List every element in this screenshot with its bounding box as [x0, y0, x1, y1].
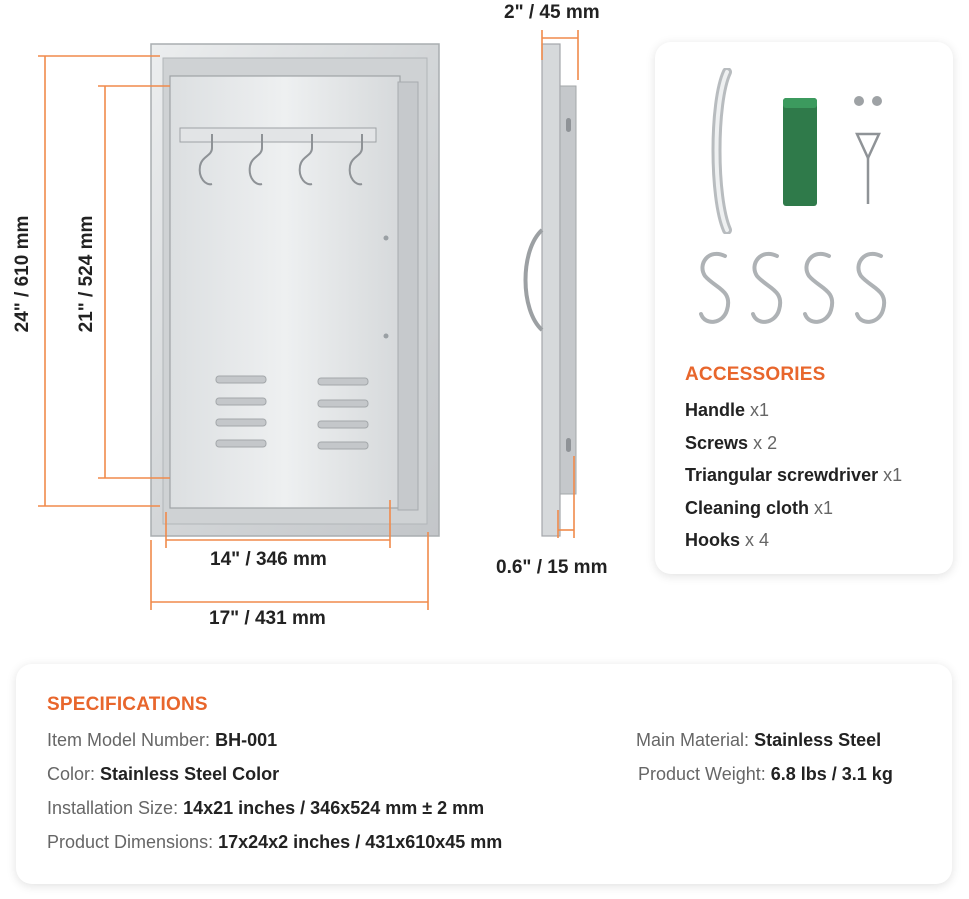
accessories-card — [655, 42, 953, 574]
spec-color: Color: Stainless Steel Color — [47, 764, 280, 784]
screwdriver-icon — [853, 130, 883, 206]
list-item: Handle x1 — [685, 400, 770, 420]
spec-model: Item Model Number: BH-001 — [47, 730, 278, 750]
hook-icon — [695, 246, 915, 332]
sponge-icon — [781, 96, 819, 208]
spec-material: Main Material: Stainless Steel — [636, 730, 882, 750]
outer-width-label: 17" / 431 mm — [209, 608, 326, 629]
inner-width-label: 14" / 346 mm — [210, 549, 327, 570]
accessories-list — [685, 394, 902, 557]
specifications-card — [16, 664, 952, 884]
spec-install-size: Installation Size: 14x21 inches / 346x524 mm ± 2 mm — [47, 798, 485, 818]
spec-weight: Product Weight: 6.8 lbs / 3.1 kg — [638, 764, 893, 784]
spec-dimensions: Product Dimensions: 17x24x2 inches / 431x610x45 mm — [47, 832, 503, 852]
thickness-label: 0.6" / 15 mm — [496, 557, 608, 578]
screws-icon — [851, 94, 887, 108]
door-side-image — [500, 20, 610, 540]
handle-icon — [707, 68, 747, 234]
accessories-title: ACCESSORIES — [685, 364, 826, 385]
specifications-title: SPECIFICATIONS — [47, 694, 208, 715]
list-item: Cleaning cloth x1 — [685, 497, 834, 518]
depth-label: 2" / 45 mm — [504, 2, 600, 23]
list-item: Screws x 2 — [685, 432, 778, 453]
inner-height-label: 21" / 524 mm — [76, 215, 97, 333]
list-item: Triangular screwdriver x1 — [685, 465, 903, 485]
list-item: Hooks x 4 — [685, 530, 770, 550]
outer-height-label: 24" / 610 mm — [12, 215, 33, 333]
